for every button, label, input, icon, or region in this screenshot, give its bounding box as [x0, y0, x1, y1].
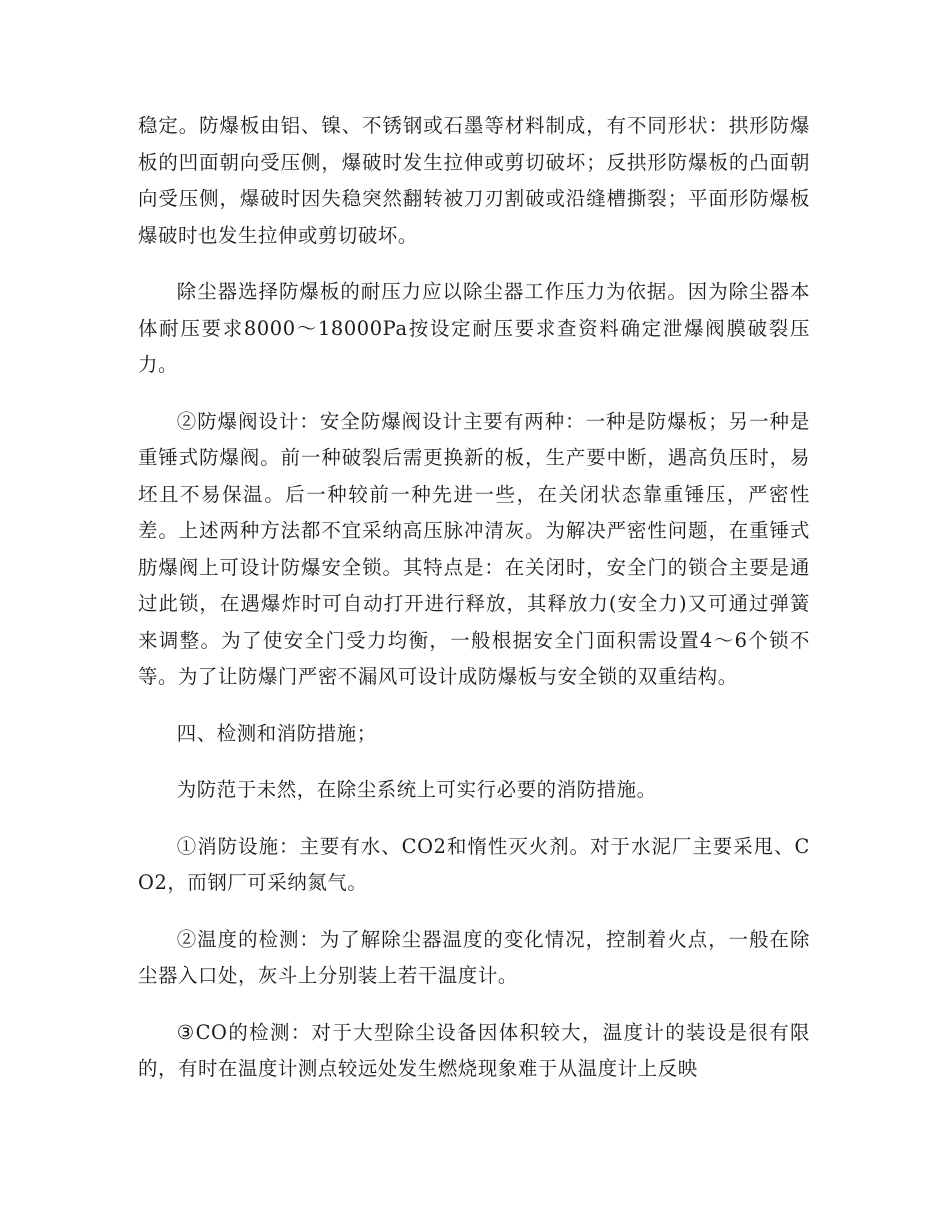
section-heading-detection-fire: 四、检测和消防措施；	[176, 721, 377, 745]
paragraph-pressure-basis: 除尘器选择防爆板的耐压力应以除尘器工作压力为依据。因为除尘器本体耐压要求8000～18000Pa按设定耐压要求查资料确定泄爆阀膜破裂压力。	[138, 280, 810, 376]
paragraph-explosion-valve-design: ②防爆阀设计：安全防爆阀设计主要有两种：一种是防爆板；另一种是重锤式防爆阀。前一种破裂后需更换新的板，生产要中断，遇高负压时，易坯且不易保温。后一种较前一种先进一些，在关闭状态靠重锤压，严密性差。上述两种方法都不宜采纳高压脉冲清灰。为解决严密性问题，在重锤式肪爆阀上可设计防爆安全锁。其特点是：在关闭时，安全门的锁合主要是通过此锁，在遇爆炸时可自动打开进行释放，其释放力(安全力)又可通过弹簧来调整。为了使安全门受力均衡，一般根据安全门面积需设置4～6个锁不等。为了让防爆门严密不漏风可设计成防爆板与安全锁的双重结构。	[138, 409, 810, 688]
paragraph-explosion-panel-materials: 稳定。防爆板由铝、镍、不锈钢或石墨等材料制成，有不同形状：拱形防爆板的凹面朝向受压侧，爆破时发生拉伸或剪切破坏；反拱形防爆板的凸面朝向受压侧，爆破时因失稳突然翻转被刀刃割破或沿缝槽撕裂；平面形防爆板爆破时也发生拉伸或剪切破坏。	[138, 114, 810, 247]
paragraph-prevention: 为防范于未然，在除尘系统上可实行必要的消防措施。	[176, 778, 657, 801]
paragraph-fire-facilities: ①消防设施：主要有水、CO2和惰性灭火剂。对于水泥厂主要采甩、CO2，而钢厂可采纳氮气。	[138, 834, 810, 894]
paragraph-temperature-detection: ②温度的检测：为了解除尘器温度的变化情况，控制着火点，一般在除尘器入口处，灰斗上分别装上若干温度计。	[138, 927, 810, 987]
paragraph-co-detection: ③CO的检测：对于大型除尘设备因体积较大，温度计的装设是很有限的，有时在温度计测点较远处发生燃烧现象难于从温度计上反映	[138, 1020, 810, 1080]
document-page	[138, 108, 810, 1108]
